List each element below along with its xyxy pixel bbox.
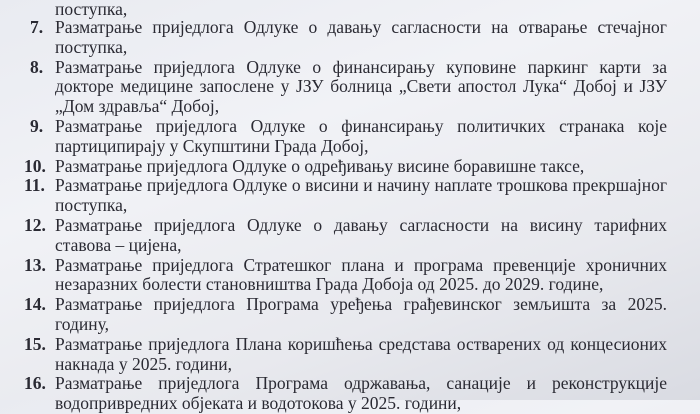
item-number: 8. [30, 56, 44, 77]
partial-line: поступка, [55, 0, 128, 19]
agenda-item [0, 295, 667, 335]
item-text: Разматрање приједлога Програма одржавања, санације и реконструкције водопривредних објеката и водотокова у 2025. години, [55, 373, 667, 414]
item-number: 9. [30, 115, 44, 136]
item-number: 10. [24, 155, 46, 176]
item-text: Разматрање приједлога Одлуке о давању сагласности на висину тарифних ставова – цијена, [55, 214, 667, 255]
item-number: 15. [24, 333, 46, 354]
item-number: 14. [24, 294, 46, 315]
agenda-list [0, 18, 700, 414]
agenda-item [0, 256, 667, 296]
item-text: Разматрање приједлога Одлуке о давању сагласности на отварање стечајног поступка, [55, 17, 667, 57]
item-text: Разматрање приједлога Одлуке о финансирању куповине паркинг карти за докторе медицине запослене у ЈЗУ болница „Свети апостол Лука“ Добој и ЈЗУ „Дом здравља“ Добој, [55, 56, 667, 117]
item-text: Разматрање приједлога Одлуке о финансирању политичких странака које партиципирају у Скупштини Града Добој, [55, 115, 667, 156]
agenda-item [0, 58, 667, 117]
item-number: 7. [30, 17, 44, 37]
item-text: Разматрање приједлога Одлуке о висини и начину наплате трошкова прекршајног поступка, [55, 175, 667, 216]
agenda-item [0, 117, 667, 157]
item-text: Разматрање приједлога Стратешког плана и програма превенције хроничних незаразних болести становништва Града Добоја од 2025. до 2029. године, [55, 254, 667, 295]
item-number: 12. [24, 214, 46, 235]
item-number: 16. [24, 373, 46, 394]
item-number: 13. [24, 254, 46, 275]
item-text: Разматрање приједлога Одлуке о одређивању висине боравишне таксе, [55, 155, 585, 176]
item-text: Разматрање приједлога Програма уређења грађевинског земљишта за 2025. годину, [55, 294, 667, 334]
agenda-item [0, 374, 667, 414]
agenda-item [0, 176, 667, 216]
item-text: Разматрање приједлога Плана коришћења средстава остварених од концесионих накнада у 2025. години, [55, 333, 667, 374]
agenda-item [0, 18, 667, 58]
agenda-item [0, 157, 667, 177]
item-number: 11. [24, 175, 45, 196]
agenda-item [0, 216, 667, 256]
agenda-item [0, 335, 667, 375]
